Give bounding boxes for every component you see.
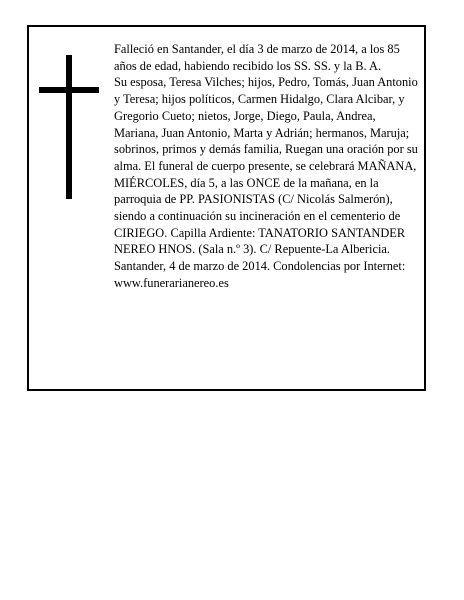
cross-vertical-bar [66,55,72,199]
obituary-text [114,41,422,292]
latin-cross-icon [39,55,99,199]
obituary-notice [27,25,426,391]
cross-horizontal-bar [39,87,99,93]
date-and-condolences-paragraph: Santander, 4 de marzo de 2014. Condolencias por Internet: www.funerarianereo.es [114,259,406,290]
family-and-funeral-paragraph: Su esposa, Teresa Vilches; hijos, Pedro, Tomás, Juan Antonio y Teresa; hijos políticos, Carmen Hidalgo, Clara Alcibar, y Gregorio Cueto; nietos, Jorge, Diego, Paula, Andrea, Mariana, Juan Antonio, Marta y Adrián; hermanos, Maruja; sobrinos, primos y demás familia, Ruegan una oración por su alma. El funeral de cuerpo presente, se celebrará MAÑANA, MIÉRCOLES, día 5, a las ONCE de la mañana, en la parroquia de PP. PASIONISTAS (C/ Nicolás Salmerón), siendo a continuación su incineración en el cementerio de CIRIEGO. Capilla Ardiente: TANATORIO SANTANDER NEREO HNOS. (Sala n.º 3). C/ Repuente-La Albericia. [114,75,418,257]
death-announcement-paragraph: Falleció en Santander, el día 3 de marzo de 2014, a los 85 años de edad, habiendo recibido los SS. SS. y la B. A. [114,42,400,73]
